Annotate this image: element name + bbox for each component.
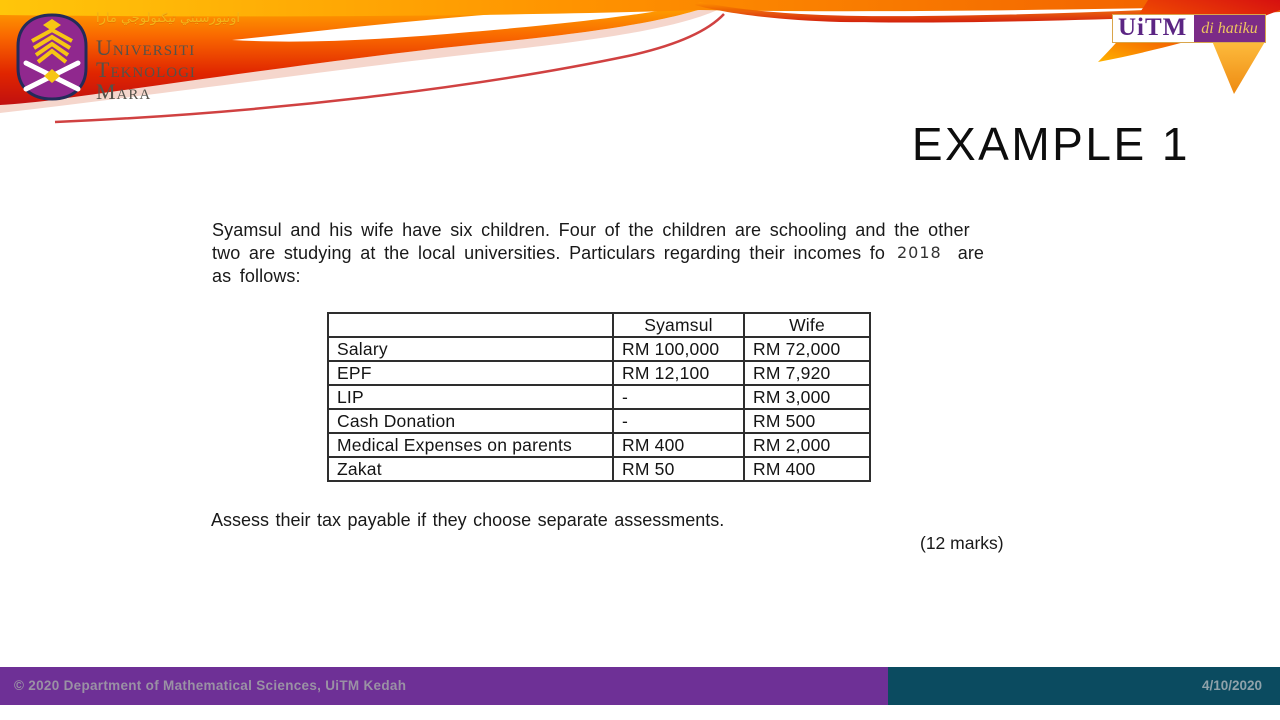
question-text: Assess their tax payable if they choose separate assessments. (211, 510, 725, 530)
row-label: Cash Donation (328, 409, 613, 433)
badge-tagline: di hatiku (1192, 15, 1264, 42)
uitm-logo (14, 13, 90, 101)
row-label: Salary (328, 337, 613, 361)
footer-date: 4/10/2020 (888, 667, 1280, 705)
header-cell-syamsul: Syamsul (613, 313, 744, 337)
university-name-line3: Mara (96, 79, 152, 104)
table-header-row (328, 313, 870, 337)
paragraph-line-2-end: are (957, 243, 985, 263)
table-row (328, 457, 870, 481)
row-label: LIP (328, 385, 613, 409)
badge-uitm-text: UiTM (1113, 15, 1192, 42)
table-row (328, 433, 870, 457)
problem-paragraph (212, 219, 1027, 288)
row-syamsul-value: RM 12,100 (613, 361, 744, 385)
paragraph-line-3: as follows: (212, 266, 301, 286)
row-syamsul-value: RM 100,000 (613, 337, 744, 361)
university-name-line1: Universiti (96, 35, 196, 60)
slide-title: EXAMPLE 1 (911, 118, 1190, 170)
university-name-line2: Teknologi (96, 57, 196, 82)
university-name (96, 37, 196, 103)
table-row (328, 361, 870, 385)
table-row (328, 409, 870, 433)
table-row (328, 385, 870, 409)
header-cell-blank (328, 313, 613, 337)
jawi-script: اونيورسيتي تيكنولوجي مارا (96, 11, 240, 26)
row-label: Medical Expenses on parents (328, 433, 613, 457)
row-wife-value: RM 2,000 (744, 433, 870, 457)
paragraph-line-2 (212, 242, 1027, 265)
row-wife-value: RM 400 (744, 457, 870, 481)
paragraph-line-1: Syamsul and his wife have six children. Four of the children are schooling and the other (212, 220, 970, 240)
uitm-badge (1112, 14, 1266, 43)
header-cell-wife: Wife (744, 313, 870, 337)
footer-copyright: © 2020 Department of Mathematical Sciences, UiTM Kedah (0, 667, 888, 705)
row-wife-value: RM 7,920 (744, 361, 870, 385)
row-syamsul-value: RM 50 (613, 457, 744, 481)
row-syamsul-value: - (613, 385, 744, 409)
row-label: Zakat (328, 457, 613, 481)
row-label: EPF (328, 361, 613, 385)
table-row (328, 337, 870, 361)
row-wife-value: RM 500 (744, 409, 870, 433)
row-wife-value: RM 3,000 (744, 385, 870, 409)
marks-label: (12 marks) (920, 533, 1004, 553)
row-wife-value: RM 72,000 (744, 337, 870, 361)
income-table (327, 312, 871, 482)
paragraph-line-2-text: two are studying at the local universities. Particulars regarding their incomes fo (212, 243, 885, 263)
year-overlay: 2018 (897, 243, 942, 262)
row-syamsul-value: RM 400 (613, 433, 744, 457)
row-syamsul-value: - (613, 409, 744, 433)
